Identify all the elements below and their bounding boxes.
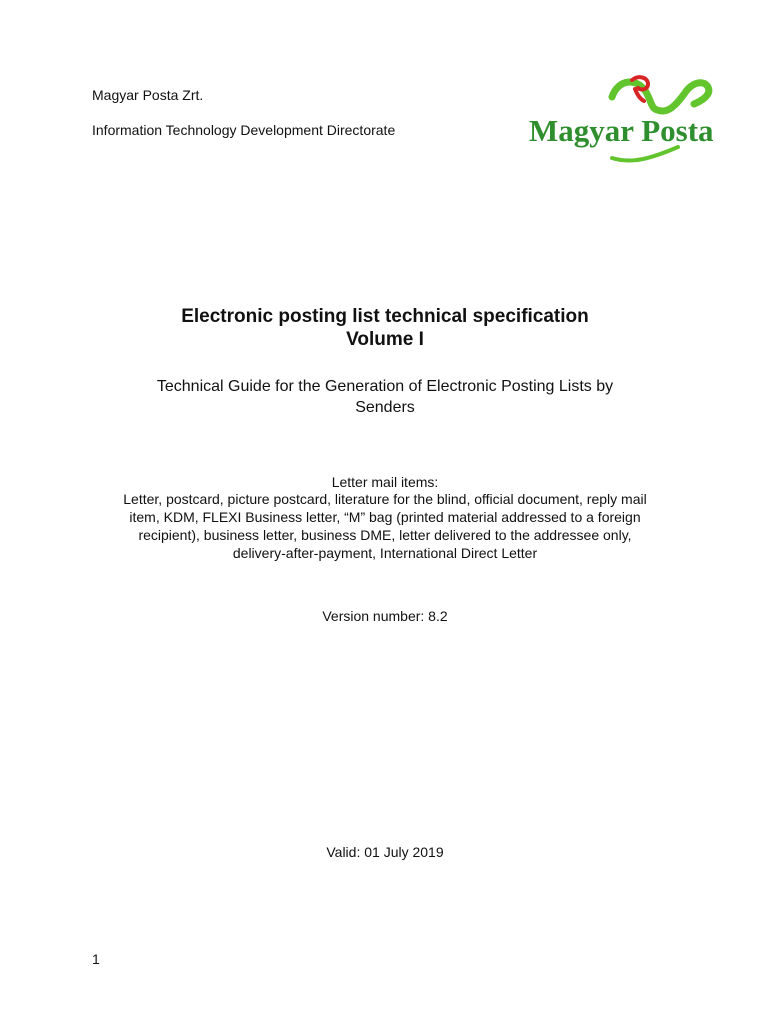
items-line-3: recipient), business letter, business DME, letter delivered to the addressee only, — [138, 527, 632, 543]
title-line-1: Electronic posting list technical specification — [181, 306, 589, 327]
letter-mail-items-heading: Letter mail items: — [331, 474, 439, 490]
magyar-posta-logo — [520, 72, 725, 167]
items-line-4: delivery-after-payment, International Direct Letter — [232, 545, 538, 561]
document-title — [92, 305, 678, 351]
logo-swoosh — [612, 82, 709, 111]
page-number: 1 — [92, 951, 100, 967]
subtitle-line-1: Technical Guide for the Generation of Electronic Posting Lists by — [156, 378, 614, 395]
valid-date: Valid: 01 July 2019 — [326, 844, 444, 860]
document-subtitle — [92, 376, 678, 418]
organization-name: Magyar Posta Zrt. — [92, 87, 204, 103]
logo-underline — [612, 147, 678, 161]
items-line-2: item, KDM, FLEXI Business letter, “M” bag (printed material addressed to a foreign — [129, 509, 641, 525]
version-number: Version number: 8.2 — [322, 608, 448, 624]
subtitle-line-2: Senders — [355, 399, 415, 416]
logo-text: Magyar Posta — [529, 113, 714, 148]
items-line-1: Letter, postcard, picture postcard, literature for the blind, official document, reply mail — [123, 491, 647, 507]
letter-mail-items-list — [92, 490, 678, 562]
title-line-2: Volume I — [346, 329, 424, 350]
department-name: Information Technology Development Directorate — [92, 122, 396, 138]
